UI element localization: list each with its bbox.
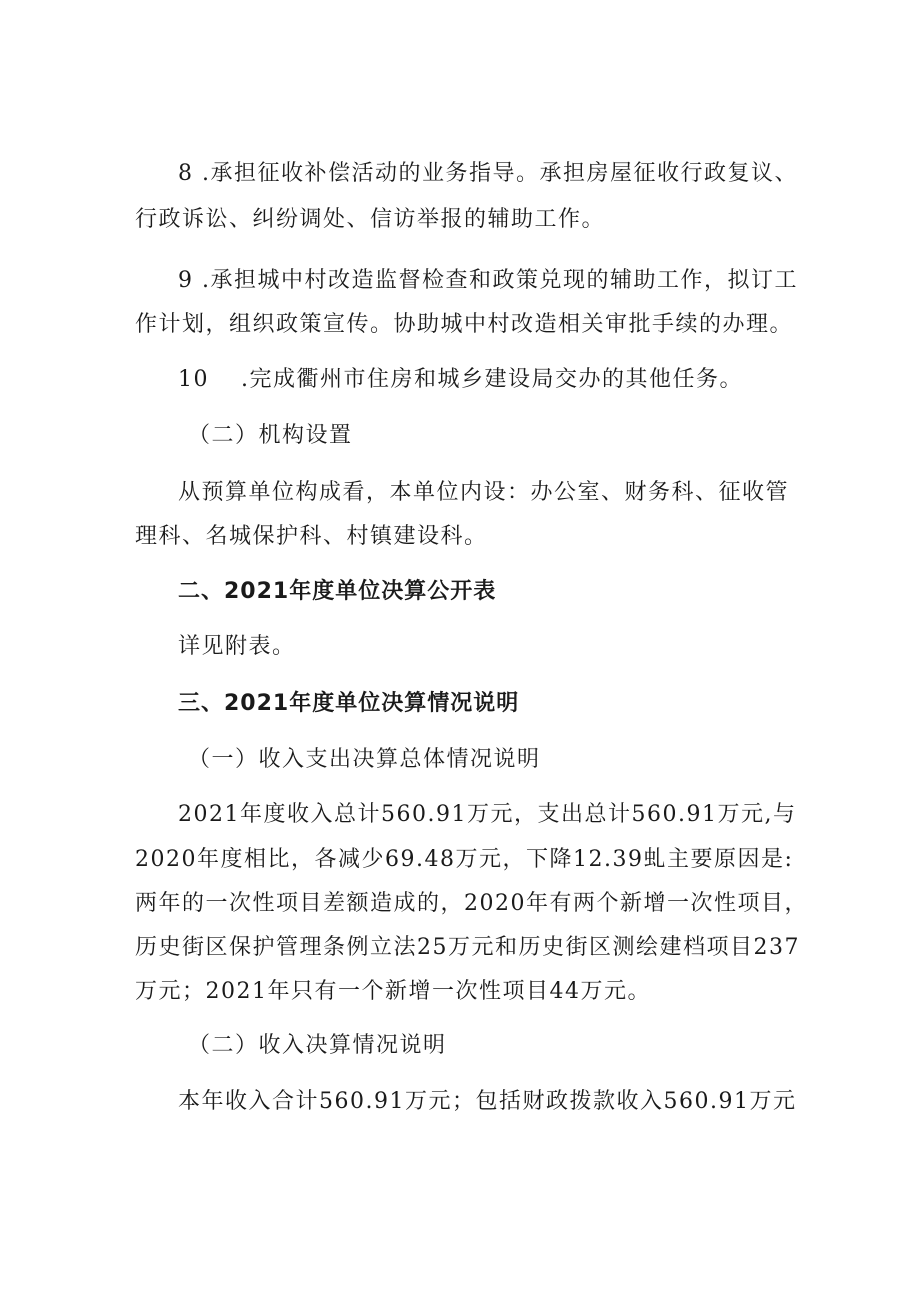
item-9-line-2: 作计划，组织政策宣传。协助城中村改造相关审批手续的办理。 [135, 312, 794, 337]
overall-paragraph-line-5: 万元；2021年只有一个新增一次性项目44万元。 [135, 979, 651, 1004]
item-9-line-1: 9 .承担城中村改造监督检查和政策兑现的辅助工作，拟订工 [178, 268, 798, 293]
section-heading-2: 二、2021年度单位决算公开表 [178, 579, 497, 604]
overall-paragraph-line-1: 2021年度收入总计560.91万元，支出总计560.91万元,与 [178, 802, 797, 827]
subheading-overall: （一）收入支出决算总体情况说明 [188, 747, 541, 772]
subheading-income: （二）收入决算情况说明 [188, 1033, 447, 1058]
item-10-line: 10 .完成衢州市住房和城乡建设局交办的其他任务。 [178, 367, 743, 392]
org-paragraph-line-2: 理科、名城保护科、村镇建设科。 [135, 524, 488, 549]
overall-paragraph-line-3: 两年的一次性项目差额造成的，2020年有两个新增一次性项目， [135, 891, 808, 916]
section-heading-3: 三、2021年度单位决算情况说明 [178, 691, 520, 716]
overall-paragraph-line-4: 历史街区保护管理条例立法25万元和历史街区测绘建档项目237 [135, 935, 800, 960]
item-8-line-1: 8 .承担征收补偿活动的业务指导。承担房屋征收行政复议、 [178, 161, 798, 186]
overall-paragraph-line-2: 2020年度相比，各减少69.48万元，下降12.39虬主要原因是: [135, 847, 794, 872]
see-attachment-text: 详见附表。 [178, 634, 296, 659]
income-paragraph-line-1: 本年收入合计560.91万元；包括财政拨款收入560.91万元 [178, 1089, 797, 1114]
section-subheading-org-setup: （二）机构设置 [188, 423, 353, 448]
org-paragraph-line-1: 从预算单位构成看，本单位内设：办公室、财务科、征收管 [178, 480, 790, 505]
item-8-line-2: 行政诉讼、纠纷调处、信访举报的辅助工作。 [135, 207, 606, 232]
